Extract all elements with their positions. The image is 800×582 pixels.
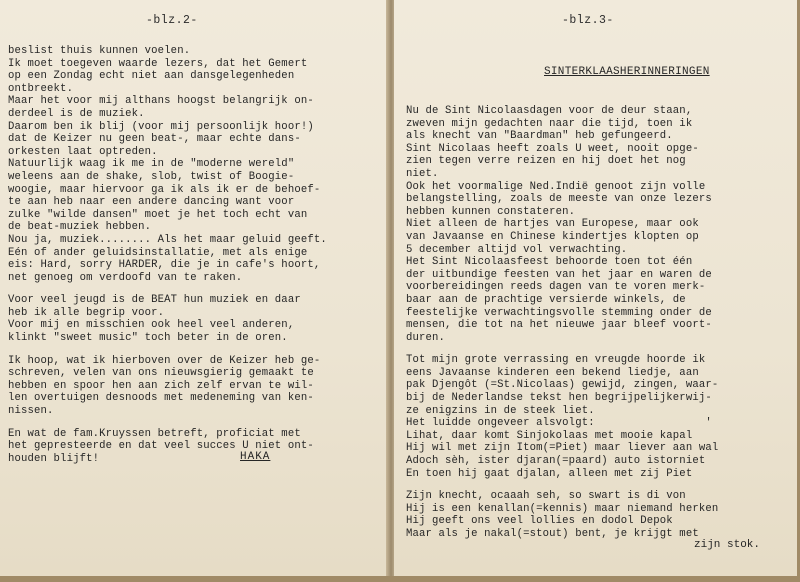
text-line: Nu de Sint Nicolaasdagen voor de deur staan,	[406, 105, 693, 117]
text-line: van Javaanse en Chinese kindertjes klopten op	[406, 230, 699, 243]
text-line: de beat-muziek hebben.	[8, 221, 152, 234]
text-line: Hij is een kenallan(=kennis) maar niemand herken	[406, 502, 719, 515]
text-line: derdeel is de muziek.	[8, 107, 145, 120]
text-line: En toen hij gaat djalan, alleen met zij Piet	[406, 467, 693, 480]
text-line: eens Javaanse kinderen een bekend liedje, aan	[406, 366, 699, 379]
text-line: als knecht van "Baardman" heb gefungeerd.	[406, 130, 673, 143]
text-line: Het Sint Nicolaasfeest behoorde toen tot één	[406, 256, 693, 269]
text-line: Sint Nicolaas heeft zoals U weet, nooit opge-	[406, 142, 699, 155]
text-line: feestelijke verwachtingsvolle stemming onder de	[406, 306, 712, 319]
text-line: mensen, die tot na het nieuwe jaar bleef voort-	[406, 319, 712, 332]
article-heading: SINTERKLAASHERINNERINGEN	[544, 66, 710, 78]
text-line: zien tegen verre reizen en hij doet het nog	[406, 155, 686, 168]
text-line: dat de Keizer nu geen beat-, maar echte dans-	[8, 133, 301, 146]
text-line: Hij geeft ons veel lollies en dodol Depok	[406, 515, 673, 528]
paragraph-gap	[8, 284, 327, 294]
text-line: pak Djengôt (=St.Nicolaas) gewijd, zingen, waar-	[406, 379, 719, 392]
text-line: Ik moet toegeven waarde lezers, dat het Gemert	[8, 57, 308, 70]
text-line: weleens aan de shake, slob, twist of Boogie-	[8, 170, 295, 183]
text-line: baar aan de prachtige versierde winkels, de	[406, 293, 686, 306]
text-line: voorbereidingen reeds dagen van te voren merk-	[406, 281, 706, 294]
text-line: duren.	[406, 331, 446, 344]
paragraph	[406, 354, 718, 480]
text-line: woogie, maar hiervoor ga ik als ik er de behoef-	[8, 183, 321, 196]
left-page-text	[8, 45, 327, 465]
text-line: zulke "wilde dansen" moet je het toch echt van	[8, 208, 308, 221]
text-line: Voor mij en misschien ook heel veel anderen,	[8, 319, 295, 332]
text-line: Adoch sèh, ister djaran(=paard) auto istorniet	[406, 455, 706, 468]
text-line: niet.	[406, 167, 439, 180]
text-line: len overtuigen desnoods met medeneming van ken-	[8, 392, 314, 405]
text-line: Eén of ander geluidsinstallatie, met als enige	[8, 246, 308, 259]
page-number: -blz.3-	[562, 14, 614, 27]
paragraph	[8, 45, 327, 284]
text-line: Maar het voor mij althans hoogst belangrijk on-	[8, 95, 314, 108]
text-line: nissen.	[8, 405, 54, 418]
text-line: op een Zondag echt niet aan dansgelegenheden	[8, 70, 295, 83]
text-line: schreven, velen van ons nieuwsgierig gemaakt te	[8, 367, 314, 380]
text-line: hebben en spoor hen aan zich zelf ervan te wil-	[8, 379, 314, 392]
text-line: het gepresteerde en dat veel succes U niet ont-	[8, 440, 314, 453]
text-line: Nou ja, muziek........ Als het maar geluid geeft.	[8, 233, 327, 246]
paragraph	[406, 490, 718, 540]
page-number: -blz.2-	[146, 14, 198, 27]
text-line: En wat de fam.Kruyssen betreft, proficiat met	[8, 427, 301, 440]
text-line: ze enigzins in de steek liet.	[406, 404, 595, 417]
text-line: bij de Nederlandse tekst hen begrijpelijkerwij-	[406, 392, 712, 405]
text-line: klinkt "sweet music" toch beter in de oren.	[8, 332, 288, 345]
paragraph	[8, 428, 327, 466]
text-line: beslist thuis kunnen voelen.	[8, 45, 191, 57]
paragraph-gap	[8, 345, 327, 355]
text-line: heb ik alle begrip voor.	[8, 306, 165, 319]
text-line: 5 december altijd vol verwachting.	[406, 243, 628, 256]
text-line: Natuurlijk waag ik me in de "moderne wereld"	[8, 158, 295, 171]
text-line: ontbreekt.	[8, 82, 74, 95]
right-page-text	[406, 105, 718, 541]
closing-line: zijn stok.	[694, 539, 761, 551]
page-edge	[0, 576, 800, 582]
paragraph-gap	[406, 480, 718, 490]
text-line: Het luidde ongeveer alsvolgt: '	[406, 417, 712, 430]
text-line: eis: Hard, sorry HARDER, die je in cafe's hoort,	[8, 259, 321, 272]
paragraph-gap	[406, 344, 718, 354]
text-line: orkesten laat optreden.	[8, 145, 158, 158]
paragraph-gap	[8, 418, 327, 428]
text-line: hebben kunnen constateren.	[406, 205, 576, 218]
paragraph	[8, 355, 327, 418]
text-line: Hij wil met zijn Itom(=Piet) maar liever aan wal	[406, 442, 719, 455]
text-line: Ook het voormalige Ned.Indië genoot zijn volle	[406, 180, 706, 193]
text-line: zweven mijn gedachten naar die tijd, toen ik	[406, 117, 693, 130]
text-line: Ik hoop, wat ik hierboven over de Keizer heb ge-	[8, 354, 321, 367]
paragraph	[8, 294, 327, 344]
text-line: houden blijft!	[8, 452, 100, 465]
text-line: Zijn knecht, ocaaah seh, so swart is di von	[406, 490, 686, 503]
text-line: Voor veel jeugd is de BEAT hun muziek en daar	[8, 294, 301, 307]
right-page	[394, 0, 797, 576]
signature: HAKA	[240, 451, 271, 463]
text-line: der uitbundige feesten van het jaar en waren de	[406, 268, 712, 281]
text-line: belangstelling, zoals de meeste van onze lezers	[406, 193, 712, 206]
text-line: Daarom ben ik blij (voor mij persoonlijk hoor!)	[8, 120, 314, 133]
text-line: Niet alleen de hartjes van Europese, maar ook	[406, 218, 699, 231]
text-line: te aan heb naar een andere dancing want voor	[8, 196, 295, 209]
text-line: Maar als je nakal(=stout) bent, je krijgt met	[406, 528, 699, 540]
text-line: net genoeg om verdoofd van te raken.	[8, 271, 243, 284]
left-page	[0, 0, 388, 576]
paragraph	[406, 105, 718, 344]
text-line: Tot mijn grote verrassing en vreugde hoorde ik	[406, 354, 706, 367]
text-line: Lihat, daar komt Sinjokolaas met mooie kapal	[406, 429, 693, 442]
